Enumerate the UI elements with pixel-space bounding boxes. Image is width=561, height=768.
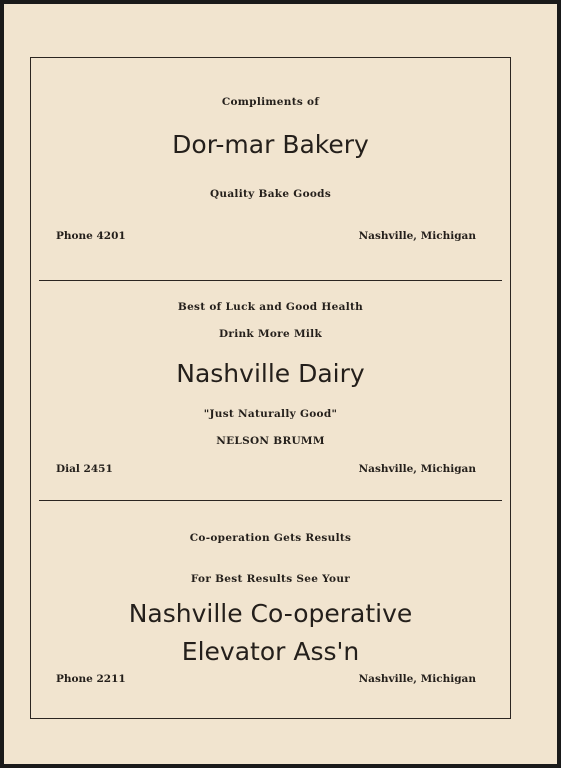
dairy-name: Nashville Dairy	[176, 359, 365, 388]
coop-invite: For Best Results See Your	[190, 573, 351, 585]
coop-name-line1: Nashville Co-operative	[128, 599, 413, 628]
ad-dormar-bakery	[31, 58, 510, 280]
coop-slogan: Co-operation Gets Results	[189, 532, 352, 544]
dairy-location: Nashville, Michigan	[358, 463, 476, 475]
bakery-tagline: Quality Bake Goods	[209, 188, 332, 200]
dairy-wishes: Best of Luck and Good Health	[177, 301, 364, 313]
dairy-motto: "Just Naturally Good"	[203, 408, 338, 420]
coop-location: Nashville, Michigan	[358, 673, 476, 685]
coop-phone: Phone 2211	[56, 673, 126, 685]
dairy-slogan: Drink More Milk	[218, 328, 323, 340]
page	[4, 4, 557, 764]
bakery-name: Dor-mar Bakery	[172, 130, 369, 159]
ad-nashville-cooperative	[31, 501, 510, 719]
dairy-owner: NELSON BRUMM	[216, 435, 325, 447]
ad-nashville-dairy	[31, 281, 510, 500]
coop-name-line2: Elevator Ass'n	[181, 637, 360, 666]
compliments-text: Compliments of	[221, 96, 320, 108]
ad-frame	[30, 57, 511, 719]
bakery-phone: Phone 4201	[56, 230, 126, 242]
dairy-phone: Dial 2451	[56, 463, 113, 475]
bakery-location: Nashville, Michigan	[358, 230, 476, 242]
